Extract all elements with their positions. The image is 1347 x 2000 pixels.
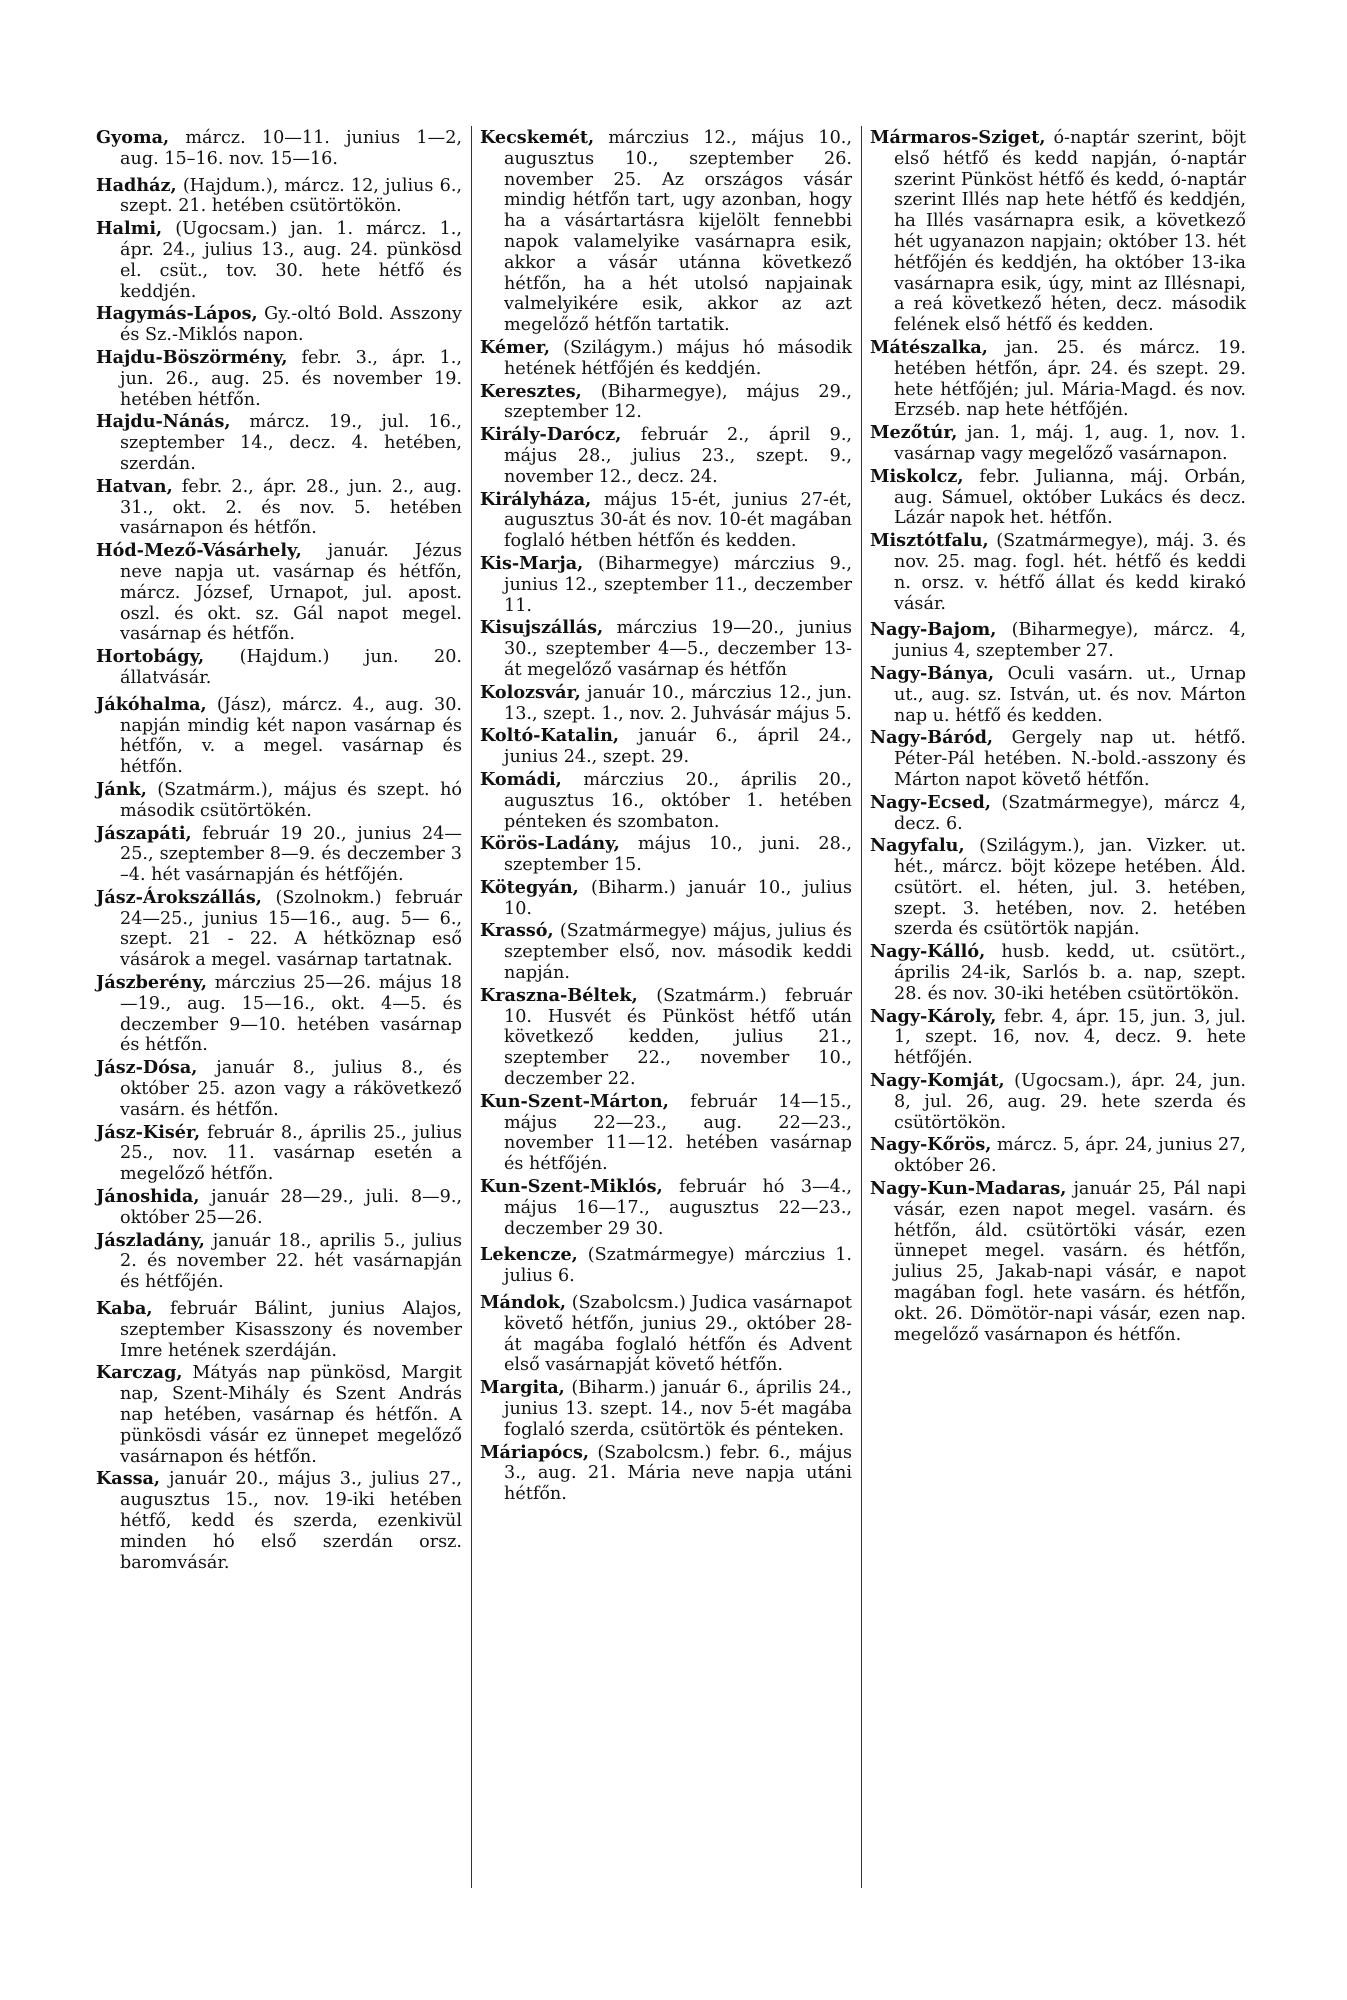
town-name: Mármaros-Sziget, xyxy=(870,127,1046,148)
town-name: Nagy-Bánya, xyxy=(870,662,995,684)
market-entry xyxy=(480,834,852,876)
town-name: Nagy-Ecsed, xyxy=(870,791,991,813)
market-dates: Oculi vasárn. ut., Urnap ut., aug. sz. István, ut. és nov. Márton nap u. hétfő és kedden. xyxy=(894,663,1247,726)
market-dates: márczius 20., április 20., augusztus 16., október 1. hetében pénteken és szombaton. xyxy=(504,769,852,832)
market-dates: január 28—29., juli. 8—9., október 25—26. xyxy=(120,1187,462,1228)
market-dates: Gergely nap ut. hétfő. Péter-Pál hetében. N.-bold.-asszony és Márton napot követő hétfőn. xyxy=(894,728,1247,790)
market-dates: (Ugocsam.), ápr. 24, jun. 8, jul. 26, aug. 29. hete szerda és csütörtökön. xyxy=(894,1071,1246,1133)
market-dates: jan. 1, máj. 1, aug. 1, nov. 1. vasárnap vagy megelőző vasárnapon. xyxy=(894,423,1246,464)
market-entry xyxy=(480,921,852,983)
column-2 xyxy=(480,128,852,1507)
town-name: Kisujszállás, xyxy=(480,617,604,639)
market-entry xyxy=(96,1363,462,1467)
market-entry xyxy=(96,1187,462,1229)
market-entry xyxy=(480,338,852,380)
market-entry xyxy=(96,348,462,410)
market-dates: (Szilágym.) május hó második hetének hétfőjén és keddjén. xyxy=(504,337,852,379)
market-entry xyxy=(96,888,462,971)
market-entry xyxy=(480,618,852,680)
market-entry xyxy=(870,793,1246,835)
town-name: Kötegyán, xyxy=(480,876,579,898)
market-entry xyxy=(480,1443,852,1505)
market-dates: január 20., május 3., julius 27., augusztus 15., nov. 19-iki hetében hétfő, kedd és szerda, ezenkivül minden hó első szerdán orsz. baromvásár. xyxy=(120,1469,463,1573)
market-entry xyxy=(480,726,852,768)
town-name: Jászapáti, xyxy=(96,822,192,844)
market-entry xyxy=(480,1245,852,1287)
market-dates: január 8., julius 8., és október 25. azon vagy a rákövetkező vasárn. és hétfőn. xyxy=(120,1058,462,1120)
market-dates: febr. 2., ápr. 28., jun. 2., aug. 31., okt. 2. és nov. 5. hetében vasárnapon és hétfőn. xyxy=(120,476,462,539)
town-name: Nagy-Bajom, xyxy=(870,619,997,641)
market-entry xyxy=(96,973,462,1056)
market-dates: február 14—15., május 22—23., aug. 22—23., november 11—12. hetében vasárnap és hétfőjén. xyxy=(504,1091,852,1175)
town-name: Hadház, xyxy=(96,174,177,196)
town-name: Kaba, xyxy=(96,1298,153,1320)
market-dates: február 8., április 25., julius 25., nov. 11. vasárnap esetén a megelőző hétfőn. xyxy=(120,1122,463,1185)
market-dates: (Szabolcsm.) febr. 6., május 3., aug. 21. Mária neve napja utáni hétfőn. xyxy=(504,1442,852,1505)
market-entry xyxy=(480,1177,852,1239)
market-entry xyxy=(96,304,462,346)
market-entry xyxy=(870,1007,1246,1069)
market-entry xyxy=(480,554,852,616)
town-name: Nagy-Komját, xyxy=(870,1070,1005,1092)
market-dates: (Szilágym.), jan. Vizker. ut. hét., márcz. böjt közepe hetében. Áld. csütört. el. héten, jul. 3. hetében, szept. 3. hetében, nov. 2. hetében szerda és csütörtök napján. xyxy=(894,836,1247,940)
market-dates: január 25, Pál napi vásár, ezen napot megel. vasárn. és hétfőn, áld. csütörtöki vásár, ezen ünnepet megel. vasárn. és hétfőn, julius 25, Jakab-napi vásár, e napot magában fogl. hete vasárn. és hétfőn, okt. 26. Dömötör-napi vásár, ezen nap. megelőző vasárnapon és hétfőn. xyxy=(894,1179,1247,1345)
market-entry xyxy=(870,338,1246,421)
market-entry xyxy=(480,128,852,336)
town-name: Jász-Kisér, xyxy=(96,1121,201,1143)
market-dates: febr. 4, ápr. 15, jun. 3, jul. 1, szept. 16, nov. 4, decz. 9. hete hétfőjén. xyxy=(894,1006,1247,1069)
market-entry xyxy=(96,128,462,170)
town-name: Király-Darócz, xyxy=(480,424,622,446)
market-entry xyxy=(870,836,1246,940)
town-name: Koltó-Katalin, xyxy=(480,725,619,747)
town-name: Kis-Marja, xyxy=(480,552,584,574)
market-dates: (Jász), márcz. 4., aug. 30. napján mindig két napon vasárnap és hétfőn, v. a megel. vasárnap és hétfőn. xyxy=(120,694,462,778)
market-dates: jan. 25. és márcz. 19. hetében hétfőn, ápr. 24. és szept. 29. hete hétfőjén; jul. Mária-Magd. és nov. Erzséb. nap hete hétfőjén. xyxy=(894,337,1247,421)
market-dates: (Hajdum.) jun. 20. állatvásár. xyxy=(120,647,462,688)
town-name: Kraszna-Béltek, xyxy=(480,984,638,1006)
market-dates: (Szatmárm.) február 10. Husvét és Pünköst hétfő után következő kedden, julius 21., szeptember 22., november 10., deczember 22. xyxy=(504,985,852,1090)
town-name: Hatvan, xyxy=(96,475,173,497)
market-dates: febr. Julianna, máj. Orbán, aug. Sámuel, október Lukács és decz. Lázár napok het. hétfőn. xyxy=(894,466,1246,529)
market-dates: febr. 3., ápr. 1., jun. 26., aug. 25. és november 19. hetében hétfőn. xyxy=(120,347,462,410)
town-name: Mezőtúr, xyxy=(870,422,958,444)
market-entry xyxy=(870,1071,1246,1133)
market-dates: márczius 25—26. május 18—19., aug. 15—16., okt. 4—5. és deczember 9—10. hetében vasárnap és hétfőn. xyxy=(120,973,462,1056)
market-dates: (Szatmármegye) május, julius és szeptember első, nov. második keddi napján. xyxy=(504,921,852,984)
town-name: Kolozsvár, xyxy=(480,681,581,703)
market-dates: (Szatmármegye), márcz 4, decz. 6. xyxy=(894,792,1247,834)
town-name: Jászberény, xyxy=(96,972,208,994)
town-name: Keresztes, xyxy=(480,380,582,402)
market-entry xyxy=(480,1293,852,1376)
market-dates: márcz. 19., jul. 16., szeptember 14., decz. 4. hetében, szerdán. xyxy=(120,412,462,474)
town-name: Nagy-Kőrös, xyxy=(870,1134,992,1156)
town-name: Jász-Árokszállás, xyxy=(96,886,262,908)
market-entry xyxy=(870,467,1246,529)
market-dates: (Szabolcsm.) Judica vasárnapot követő hétfőn, junius 29., október 28-át magába foglaló hétfőn és Advent első vasárnapját követő hétfőn. xyxy=(504,1293,852,1376)
market-entry xyxy=(480,1378,852,1440)
market-dates: (Szolnokm.) február 24—25., junius 15—16., aug. 5— 6., szept. 21 - 22. A hétköznap eső vásárok a megel. vasárnap tartatnak. xyxy=(120,887,462,971)
market-entry xyxy=(480,770,852,832)
market-entry xyxy=(870,620,1246,662)
market-entry xyxy=(480,490,852,552)
town-name: Kémer, xyxy=(480,336,551,358)
market-entry xyxy=(480,382,852,424)
town-name: Lekencze, xyxy=(480,1244,578,1266)
market-dates: márcz. 5, ápr. 24, junius 27, október 26. xyxy=(894,1135,1246,1177)
market-entry xyxy=(870,531,1246,614)
market-entry xyxy=(96,176,462,218)
market-entry xyxy=(96,219,462,302)
column-3 xyxy=(870,128,1246,1347)
town-name: Hagymás-Lápos, xyxy=(96,303,258,325)
town-name: Hód-Mező-Vásárhely, xyxy=(96,540,302,562)
town-name: Misztótfalu, xyxy=(870,530,989,552)
market-dates: (Ugocsam.) jan. 1. márcz. 1., ápr. 24., julius 13., aug. 24. pünkösd el. csüt., tov. 30. hete hétfő és keddjén. xyxy=(120,219,462,302)
town-name: Krassó, xyxy=(480,920,554,942)
market-entry xyxy=(96,1469,462,1573)
market-dates: (Hajdum.), márcz. 12, julius 6., szept. 21. hetében csütörtökön. xyxy=(120,175,463,217)
town-name: Komádi, xyxy=(480,768,562,790)
town-name: Királyháza, xyxy=(480,488,592,510)
market-dates: február 2., ápril 9., május 28., julius 23., szept. 9., november 12., decz. 24. xyxy=(504,425,853,487)
market-dates: (Biharm.) január 10., julius 10. xyxy=(504,877,853,919)
town-name: Nagy-Báród, xyxy=(870,727,994,749)
market-dates: (Szatmárm.), május és szept. hó második csütörtökén. xyxy=(120,779,462,821)
market-dates: (Biharmegye) márczius 9., junius 12., szeptember 11., deczember 11. xyxy=(504,553,852,616)
market-entry xyxy=(96,780,462,822)
town-name: Gyoma, xyxy=(96,127,170,148)
market-dates: január 18., aprilis 5., julius 2. és november 22. hét vasárnapján és hétfőjén. xyxy=(120,1230,462,1293)
market-entry xyxy=(870,1179,1246,1345)
market-dates: (Szatmármegye) márczius 1. julius 6. xyxy=(504,1245,852,1287)
town-name: Nagyfalu, xyxy=(870,835,965,857)
town-name: Nagy-Károly, xyxy=(870,1005,997,1027)
market-entry xyxy=(96,695,462,778)
market-dates: január 10., márczius 12., jun. 13., szept. 1., nov. 2. Juhvásár május 5. xyxy=(504,682,852,724)
town-name: Halmi, xyxy=(96,218,163,240)
town-name: Hajdu-Nánás, xyxy=(96,411,231,433)
market-entry xyxy=(96,1231,462,1293)
town-name: Körös-Ladány, xyxy=(480,833,620,855)
town-name: Nagy-Kálló, xyxy=(870,941,986,963)
market-entry xyxy=(480,683,852,725)
market-entry xyxy=(870,942,1246,1004)
market-entry xyxy=(96,1058,462,1120)
market-entry xyxy=(480,1092,852,1175)
town-name: Hajdu-Böszörmény, xyxy=(96,346,288,368)
town-name: Nagy-Kun-Madaras, xyxy=(870,1178,1067,1200)
market-entry xyxy=(870,128,1246,336)
town-name: Jákóhalma, xyxy=(96,693,207,715)
town-name: Máriapócs, xyxy=(480,1441,590,1463)
town-name: Jászladány, xyxy=(96,1229,205,1251)
market-entry xyxy=(870,423,1246,465)
market-dates: (Biharmegye), márcz. 4, junius 4, szeptember 27. xyxy=(894,620,1247,662)
market-entry xyxy=(870,728,1246,790)
market-dates: márcz. 10—11. junius 1—2, aug. 15–16. nov. 15—16. xyxy=(120,128,462,169)
market-entry xyxy=(870,664,1246,726)
column-divider xyxy=(471,126,472,1888)
market-entry xyxy=(870,1135,1246,1177)
town-name: Jánoshida, xyxy=(96,1186,200,1208)
town-name: Hortobágy, xyxy=(96,646,205,668)
market-entry xyxy=(96,412,462,474)
town-name: Kassa, xyxy=(96,1468,161,1490)
market-dates: február 19 20., junius 24—25., szeptember 8—9. és deczember 3 –4. hét vasárnapján és hétfőjén. xyxy=(120,823,463,886)
town-name: Margita, xyxy=(480,1377,565,1399)
market-dates: márczius 12., május 10., augusztus 10., szeptember 26. november 25. Az országos vásár mindig hétfőn tart, ugy azonban, hogy ha a vásártartásra kijelölt fennebbi napok valamelyike vasárnapra esik, akkor a vásár utánna következő hétfőn, ha a hét utolsó napjainak valmelyikére esik, akkor az azt megelőző hétfőn tartatik. xyxy=(504,128,852,336)
town-name: Jánk, xyxy=(96,778,147,800)
market-dates: Mátyás nap pünkösd, Margit nap, Szent-Mihály és Szent András nap hetében, vasárnap és hétfőn. A pünkösdi vásár ez ünnepet megelőző vasárnapon és hétfőn. xyxy=(120,1363,463,1467)
market-dates: május 10., juni. 28., szeptember 15. xyxy=(504,834,852,876)
market-entry xyxy=(480,986,852,1090)
town-name: Karczag, xyxy=(96,1362,183,1384)
market-entry xyxy=(96,647,462,689)
market-entry xyxy=(96,477,462,539)
column-1 xyxy=(96,128,462,1575)
market-entry xyxy=(480,878,852,920)
town-name: Miskolcz, xyxy=(870,465,964,487)
market-entry xyxy=(96,1299,462,1361)
market-dates: ó-naptár szerint, böjt első hétfő és kedd napján, ó-naptár szerint Pünköst hétfő és kedd, ó-naptár szerint Illés nap hete hétfő és keddjén, ha Illés vasárnapra esik, a következő hét ugyanazon napjain; október 13. hét hétfőjén és keddjén, ha október 13-ika vasárnapra esik, úgy, mint az Illésnapi, a reá következő héten, decz. második felének első hétfő és kedden. xyxy=(894,128,1246,336)
market-dates: január. Jézus neve napja ut. vasárnap és hétfőn, márcz. József, Urnapot, jul. apost. oszl. és okt. sz. Gál napot megel. vasárnap és hétfőn. xyxy=(120,541,462,645)
town-name: Kecskemét, xyxy=(480,127,595,148)
market-dates: január 6., ápril 24., junius 24., szept. 29. xyxy=(504,726,852,768)
town-name: Mátészalka, xyxy=(870,336,988,358)
town-name: Kun-Szent-Márton, xyxy=(480,1090,669,1112)
town-name: Kun-Szent-Miklós, xyxy=(480,1176,663,1198)
market-entry xyxy=(96,541,462,645)
market-dates: február Bálint, junius Alajos, szeptember Kisasszony és november Imre hetének szerdáján. xyxy=(120,1299,462,1361)
town-name: Mándok, xyxy=(480,1292,567,1314)
market-entry xyxy=(480,425,852,487)
column-divider xyxy=(861,126,862,1888)
market-dates: (Szatmármegye), máj. 3. és nov. 25. mag. fogl. hét. hétfő és keddi n. orsz. v. hétfő állat és kedd kirakó vásár. xyxy=(894,531,1246,614)
market-dates: husb. kedd, ut. csütört., április 24-ik, Sarlós b. a. nap, szept. 28. és nov. 30-iki hetében csütörtökön. xyxy=(894,942,1246,1004)
market-dates: márczius 19—20., junius 30., szeptember 4—5., deczember 13-át megelőző vasárnap és hétfőn xyxy=(504,618,852,680)
town-name: Jász-Dósa, xyxy=(96,1057,198,1079)
market-entry xyxy=(96,1123,462,1185)
market-dates: (Biharm.) január 6., április 24., junius 13. szept. 14., nov 5-ét magába foglaló szerda, csütörtök és pénteken. xyxy=(504,1378,852,1440)
market-dates: Gy.-oltó Bold. Asszony és Sz.-Miklós napon. xyxy=(120,304,462,346)
market-dates: (Biharmegye), május 29., szeptember 12. xyxy=(504,381,852,423)
market-entry xyxy=(96,824,462,886)
market-dates: február hó 3—4., május 16—17., augusztus 22—23., deczember 29 30. xyxy=(504,1177,853,1239)
market-dates: május 15-ét, junius 27-ét, augusztus 30-át és nov. 10-ét magában foglaló hétben hétfőn és kedden. xyxy=(504,489,853,552)
